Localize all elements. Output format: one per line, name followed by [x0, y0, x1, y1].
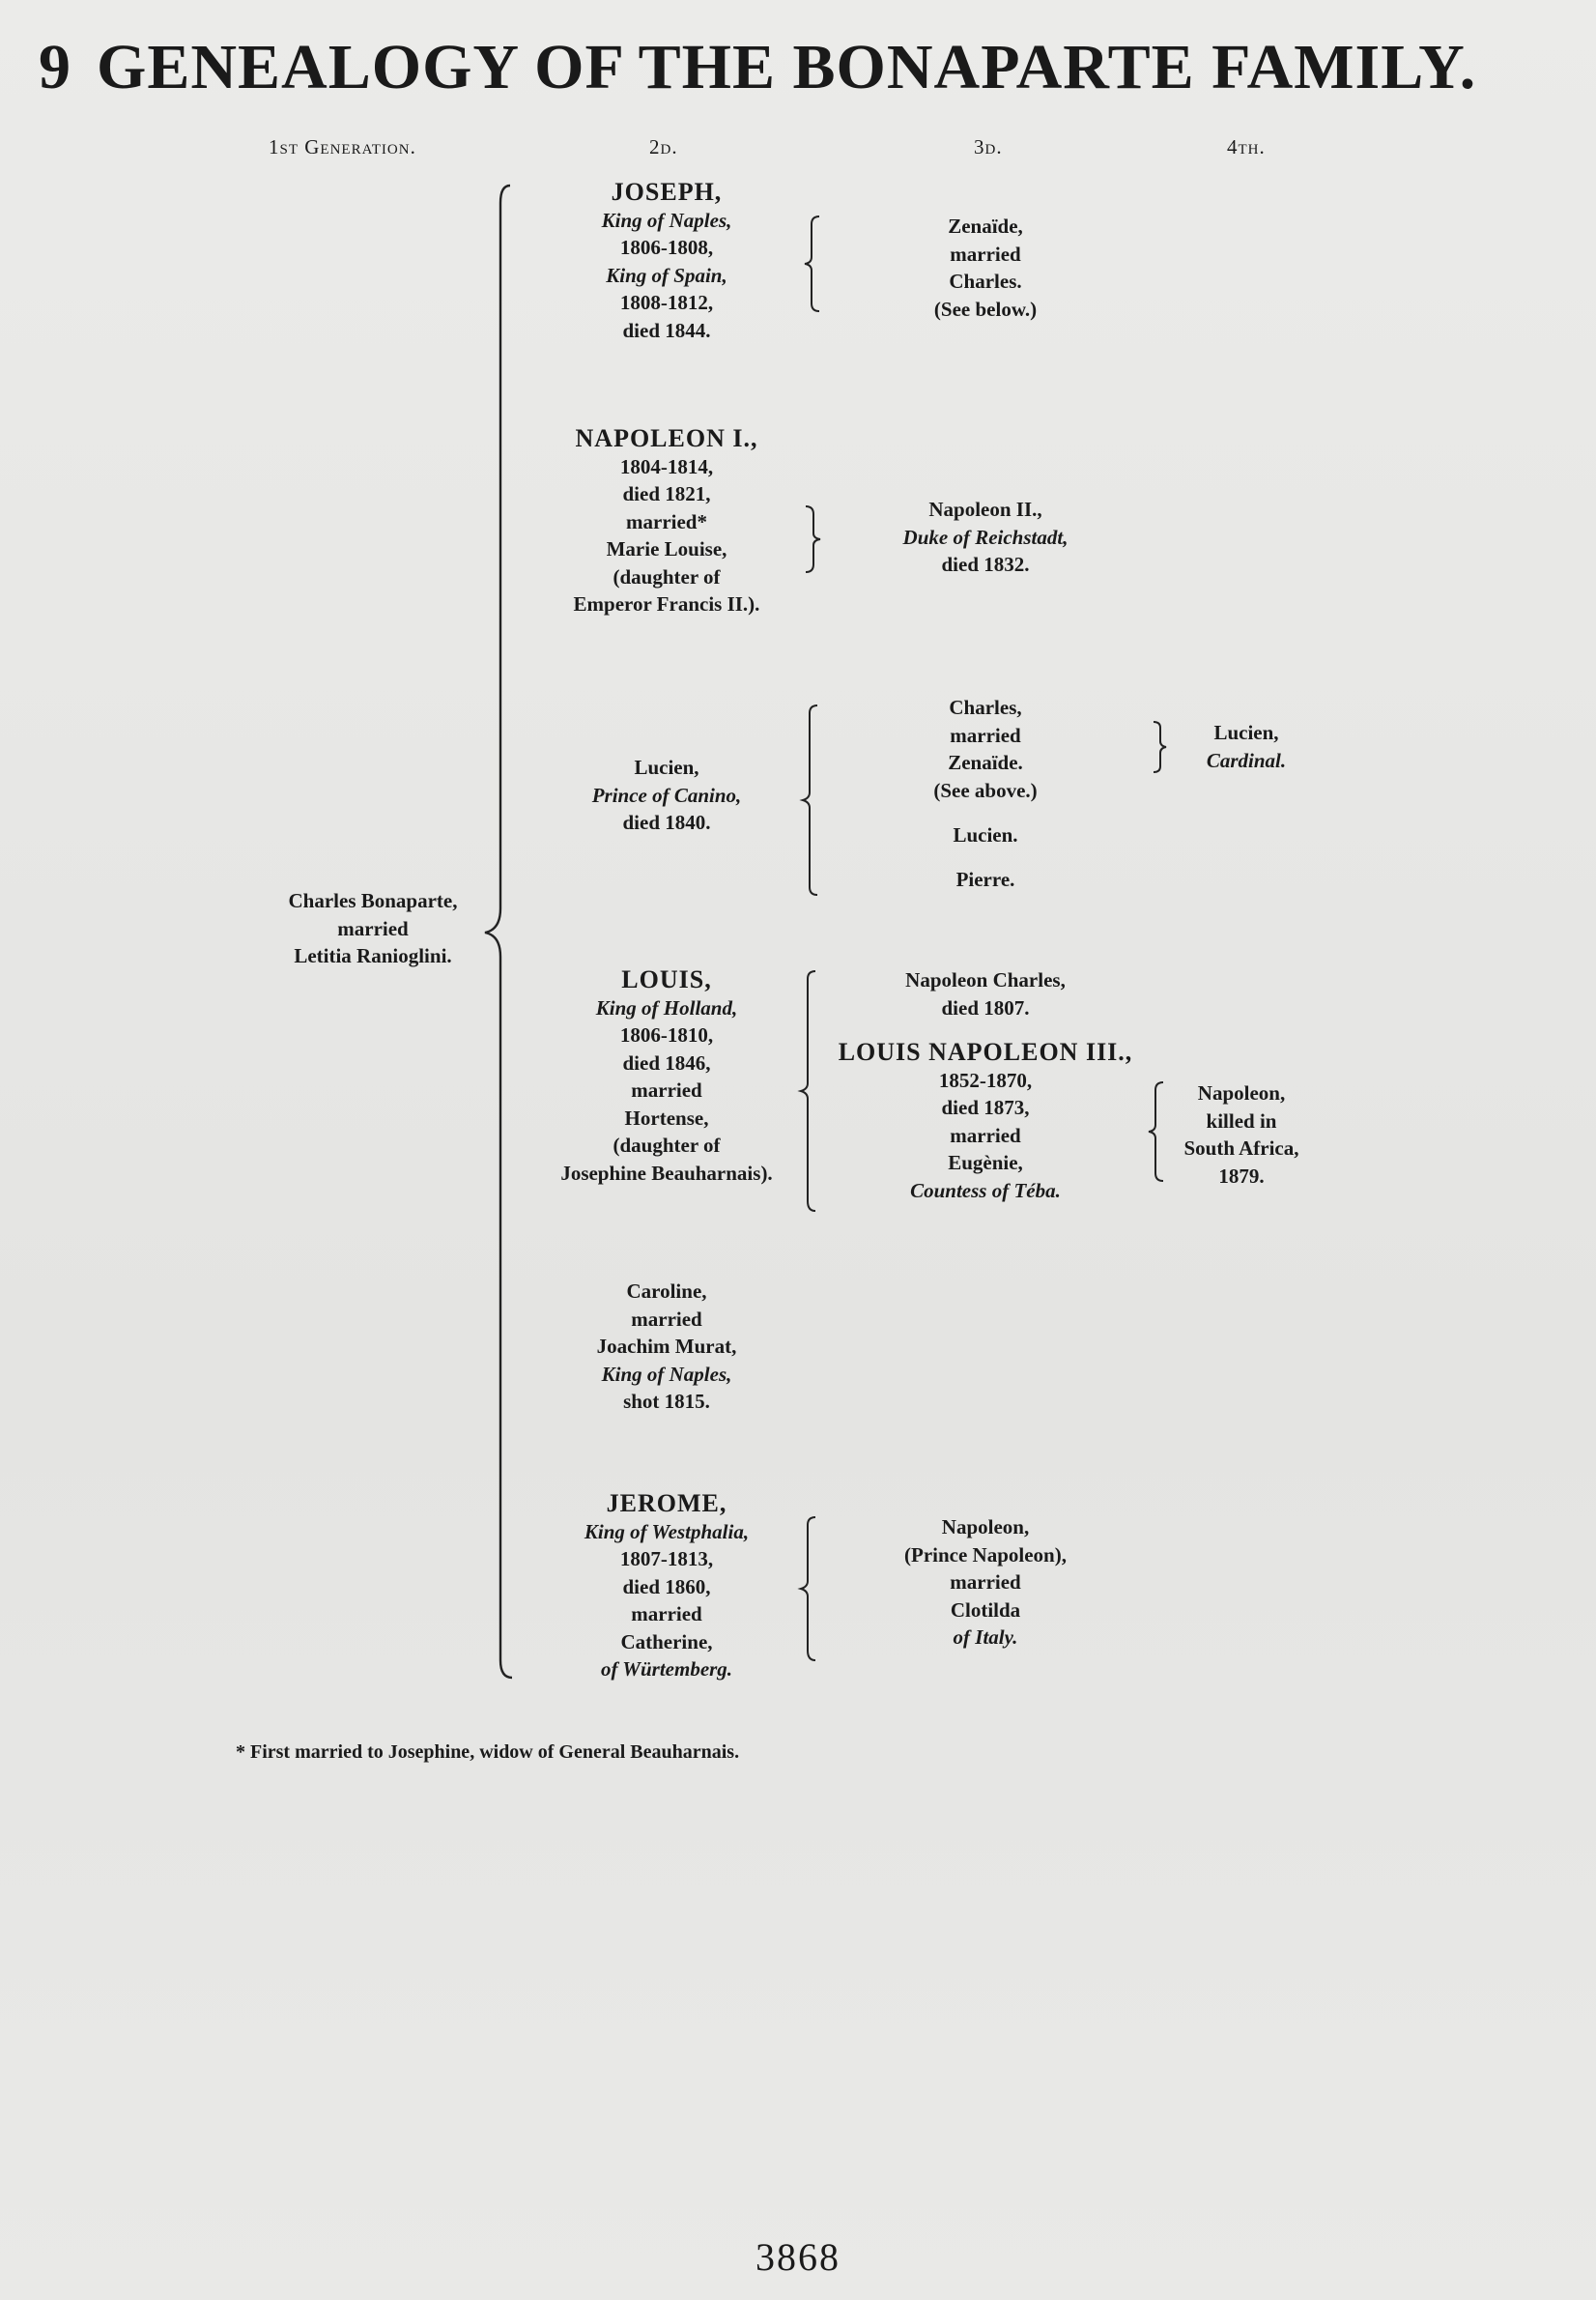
gen3-louis-napoleon-iii: [812, 1039, 1159, 1204]
gen2-line: Joachim Murat,: [596, 1335, 737, 1358]
gen3-charles: [869, 694, 1101, 804]
gen3-line: Eugènie,: [948, 1151, 1023, 1174]
gen3-line: married: [950, 723, 1021, 747]
gen2-line: King of Naples,: [601, 1362, 732, 1386]
gen4-line: South Africa,: [1183, 1136, 1299, 1160]
gen3-line: Napoleon Charles,: [905, 968, 1066, 992]
gen2-line: Marie Louise,: [606, 537, 727, 561]
gen3-line: married: [950, 1570, 1021, 1594]
gen2-line: died 1860,: [622, 1574, 711, 1598]
gen3-line: Zenaïde.: [948, 751, 1023, 774]
gen4-line: Lucien,: [1213, 721, 1279, 744]
gen3-line: 1852-1870,: [938, 1068, 1033, 1092]
gen3-zenaide: [869, 213, 1101, 323]
column-header-3d: 3d.: [974, 135, 1003, 158]
gen2-line: NAPOLEON I.,: [575, 424, 758, 452]
gen2-line: of Würtemberg.: [600, 1657, 733, 1681]
gen2-line: Catherine,: [620, 1629, 713, 1653]
gen3-line: Zenaïde,: [948, 215, 1023, 238]
gen4-line: 1879.: [1218, 1164, 1265, 1188]
gen3-line: LOUIS NAPOLEON III.,: [838, 1038, 1133, 1066]
gen2-line: Josephine Beauharnais).: [560, 1161, 773, 1185]
gen1-charles-bonaparte: [249, 887, 497, 970]
page-number: 9: [39, 32, 71, 102]
gen4-line: killed in: [1206, 1108, 1277, 1133]
gen3-line: died 1807.: [941, 995, 1030, 1020]
gen2-line: 1807-1813,: [619, 1547, 714, 1570]
gen3-line: (See above.): [933, 778, 1038, 802]
column-header-4th: 4th.: [1227, 135, 1266, 158]
gen2-line: died 1821,: [622, 482, 711, 505]
gen3-line: Clotilda: [950, 1597, 1021, 1622]
column-header-2d: 2d.: [649, 135, 678, 158]
gen1-line: Charles Bonaparte,: [288, 889, 458, 912]
page-title: [39, 31, 1476, 104]
gen2-jerome: [512, 1490, 821, 1683]
gen3-prince-napoleon: [850, 1513, 1121, 1652]
gen3-line: (See below.): [933, 297, 1038, 321]
gen2-line: died 1844.: [622, 318, 711, 342]
gen2-joseph: [522, 179, 812, 344]
gen3-line: Duke of Reichstadt,: [902, 525, 1069, 549]
gen2-line: King of Holland,: [595, 995, 738, 1020]
gen2-line: died 1840.: [622, 811, 711, 834]
gen2-line: King of Spain,: [606, 263, 727, 287]
gen4-line: Cardinal.: [1206, 748, 1287, 772]
gen4-line: Napoleon,: [1197, 1081, 1286, 1105]
gen2-line: Caroline,: [626, 1279, 707, 1303]
gen2-line: 1806-1810,: [619, 1023, 714, 1047]
gen3-line: Napoleon,: [941, 1515, 1030, 1538]
brace-joseph: [802, 215, 823, 313]
gen3-line: Charles,: [949, 696, 1022, 719]
gen2-line: King of Westphalia,: [584, 1519, 750, 1543]
gen3-line: Napoleon II.,: [928, 498, 1042, 521]
gen2-line: (daughter of: [613, 564, 721, 589]
gen2-lucien: [522, 754, 812, 837]
gen3-napoleon-ii: [850, 496, 1121, 579]
gen3-line: married: [950, 1123, 1021, 1147]
gen2-line: 1808-1812,: [619, 291, 714, 314]
gen3-napoleon-charles: [850, 966, 1121, 1021]
gen2-line: King of Naples,: [601, 208, 732, 232]
gen2-line: 1804-1814,: [619, 454, 714, 478]
gen2-line: LOUIS,: [621, 965, 712, 993]
gen2-louis: [502, 966, 831, 1187]
title-text: GENEALOGY OF THE BONAPARTE FAMILY.: [97, 32, 1477, 102]
gen2-line: 1806-1808,: [619, 236, 714, 259]
gen2-line: JOSEPH,: [611, 178, 723, 206]
gen3-line: died 1873,: [941, 1096, 1030, 1119]
gen4-lucien-cardinal: [1159, 719, 1333, 774]
gen2-line: died 1846,: [622, 1050, 711, 1075]
gen2-line: Hortense,: [624, 1106, 709, 1130]
gen2-line: (daughter of: [613, 1134, 721, 1157]
gen3-pierre: Pierre.: [955, 868, 1015, 891]
gen3-line: Countess of Téba.: [910, 1178, 1061, 1202]
gen2-line: Prince of Canino,: [591, 783, 742, 807]
gen2-line: shot 1815.: [623, 1390, 710, 1413]
gen2-line: married: [631, 1602, 702, 1625]
gen2-napoleon-i: [512, 425, 821, 618]
gen3-line: died 1832.: [941, 553, 1030, 576]
main-brace: [481, 184, 520, 1682]
gen2-line: JEROME,: [606, 1489, 727, 1517]
gen2-line: married: [631, 1307, 702, 1331]
gen1-line: married: [337, 916, 409, 940]
brace-napoleon-i: [802, 504, 823, 574]
folio-number: 3868: [755, 2235, 841, 2279]
gen3-line: Charles.: [949, 270, 1022, 293]
brace-lucien: [800, 704, 823, 897]
gen2-caroline: [522, 1278, 812, 1416]
gen1-line: Letitia Ranioglini.: [294, 944, 452, 967]
gen3-line: of Italy.: [953, 1625, 1018, 1649]
gen3-line: (Prince Napoleon),: [904, 1542, 1067, 1567]
footnote: * First married to Josephine, widow of General Beauharnais.: [236, 1741, 740, 1763]
gen3-lucien: Lucien.: [953, 823, 1018, 847]
gen3-line: married: [950, 242, 1021, 266]
gen4-napoleon-killed: [1159, 1079, 1324, 1190]
gen2-line: Lucien,: [634, 756, 699, 779]
gen2-line: Emperor Francis II.).: [573, 592, 760, 616]
column-header-1st: 1st Generation.: [269, 135, 416, 158]
gen2-line: married: [631, 1078, 702, 1102]
gen2-line: married*: [626, 509, 707, 533]
brace-jerome: [798, 1515, 821, 1662]
